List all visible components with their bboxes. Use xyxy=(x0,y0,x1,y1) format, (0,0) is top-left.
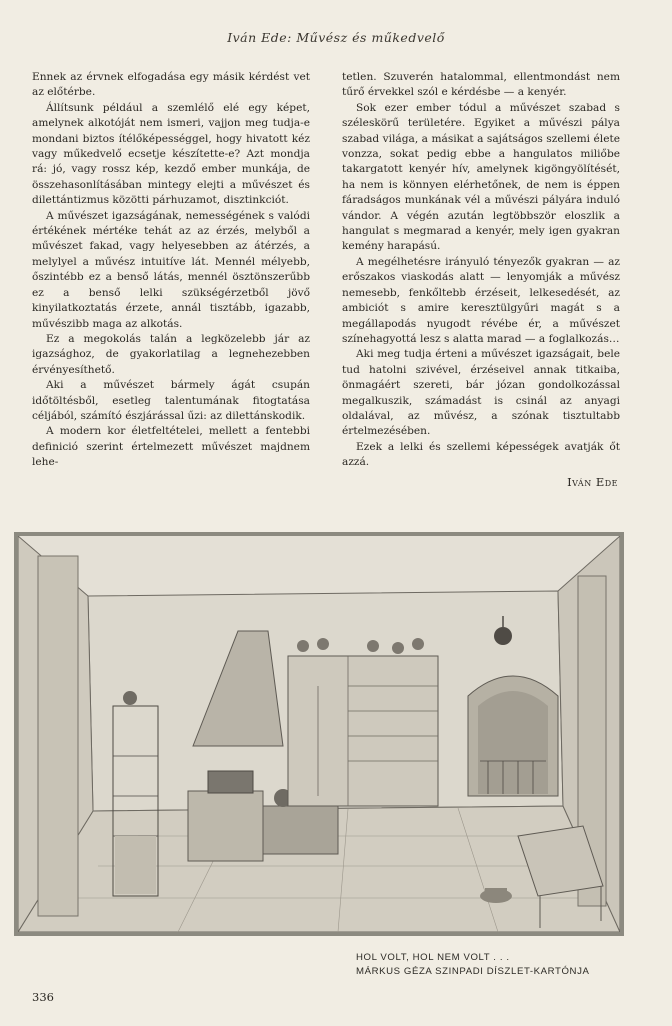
caption-subtitle: MÁRKUS GÉZA SZINPADI DÍSZLET-KARTÓNJA xyxy=(356,966,590,977)
article-right-column xyxy=(342,70,620,490)
paragraph: A megélhetésre irányuló tényezők gyakran — az erőszakos viaskodás alatt — lenyomják a művész nemesebb, fenkőltebb érzéseit, lelkesedését, az ambiciót s amire keresztülgyűri magát s a megállapodás nyugodt révébe ér, a művészet színehagyottá lesz s alatta marad — a foglalkozás… xyxy=(342,255,620,345)
stage-design-illustration xyxy=(14,532,624,936)
paragraph: A művészet igazságának, nemességének s valódi értékének mértéke tehát az az érzés, melyből a művészet fakad, vagy helyesebben az átérzés, a melylyel a művész intuitíve lát. Mennél mélyebb, őszintébb ez a benső látás, mennél ösztönszerűbb ez a benső lelki szükségérzetből jövő kinyilatkoztatás érzete, annál tisztább, igazabb, művészibb maga az alkotás. xyxy=(32,209,310,330)
running-header: Iván Ede: Művész és műkedvelő xyxy=(227,30,445,45)
caption-title: HOL VOLT, HOL NEM VOLT . . . xyxy=(356,952,510,963)
paragraph: A modern kor életfeltételei, mellett a fentebbi definició szerint értelmezett művészet majdnem lehe- xyxy=(32,425,310,469)
page-number: 336 xyxy=(32,990,54,1004)
paragraph: tetlen. Szuverén hatalommal, ellentmondást nem tűrő érvekkel szól e kérdésbe — a kenyér. xyxy=(342,71,620,99)
paragraph: Aki a művészet bármely ágát csupán időtöltésből, esetleg talentumának fitogtatása céljából, számító észjárással űzi: az dilettánskodik. xyxy=(32,379,310,422)
illustration-caption xyxy=(356,951,626,979)
paragraph: Ennek az érvnek elfogadása egy másik kérdést vet az előtérbe. xyxy=(32,71,310,99)
paragraph: Állítsunk például a szemlélő elé egy képet, amelynek alkotóját nem ismeri, vajjon meg tudja-e mondani biztos ítélőképességgel, hogy hivatott kéz vagy műkedvelő ecsetje készítette-e? Azt mondja rá: jó, vagy rossz kép, kezdő ember munkája, de összehasonlításában mintegy elejti a művészet és dilettántizmus közötti párhuzamot, disztinkciót. xyxy=(32,101,310,207)
paragraph: Sok ezer ember tódul a művészet szabad s széleskörű területére. Egyiket a művészi pálya szabad világa, a másikat a sajátságos szellemi élete vonzza, sokat pedig ebbe a hangulatos miliőbe takargatott kenyér hív, amelynek kigöngyölítését, ha nem is könnyen elérhetőnek, de nem is éppen fáradságos munkának vél a művészi pályára induló vándor. A végén azután legtöbbször eloszlik a hangulat s megmarad a kenyér, mely igen gyakran kemény harapású. xyxy=(342,101,620,253)
kitchen-sketch-drawing xyxy=(18,536,620,932)
paragraph: Aki meg tudja érteni a művészet igazságait, bele tud hatolni szivével, érzéseivel annak titkaiba, önmagáért szereti, bár józan gondolkozással megalkuszik, számadást is csinál az anyagi oldalával, az művész, a szónak tisztultabb értelmezésében. xyxy=(342,348,620,438)
author-signature: Iván Ede xyxy=(567,474,618,489)
paragraph: Ez a megokolás talán a legközelebb jár az igazsághoz, de gyakorlatilag a legnehezebben érvényesíthető. xyxy=(32,332,310,376)
paragraph: Ezek a lelki és szellemi képességek avatják őt azzá. xyxy=(342,440,620,469)
article-left-column xyxy=(32,70,310,471)
